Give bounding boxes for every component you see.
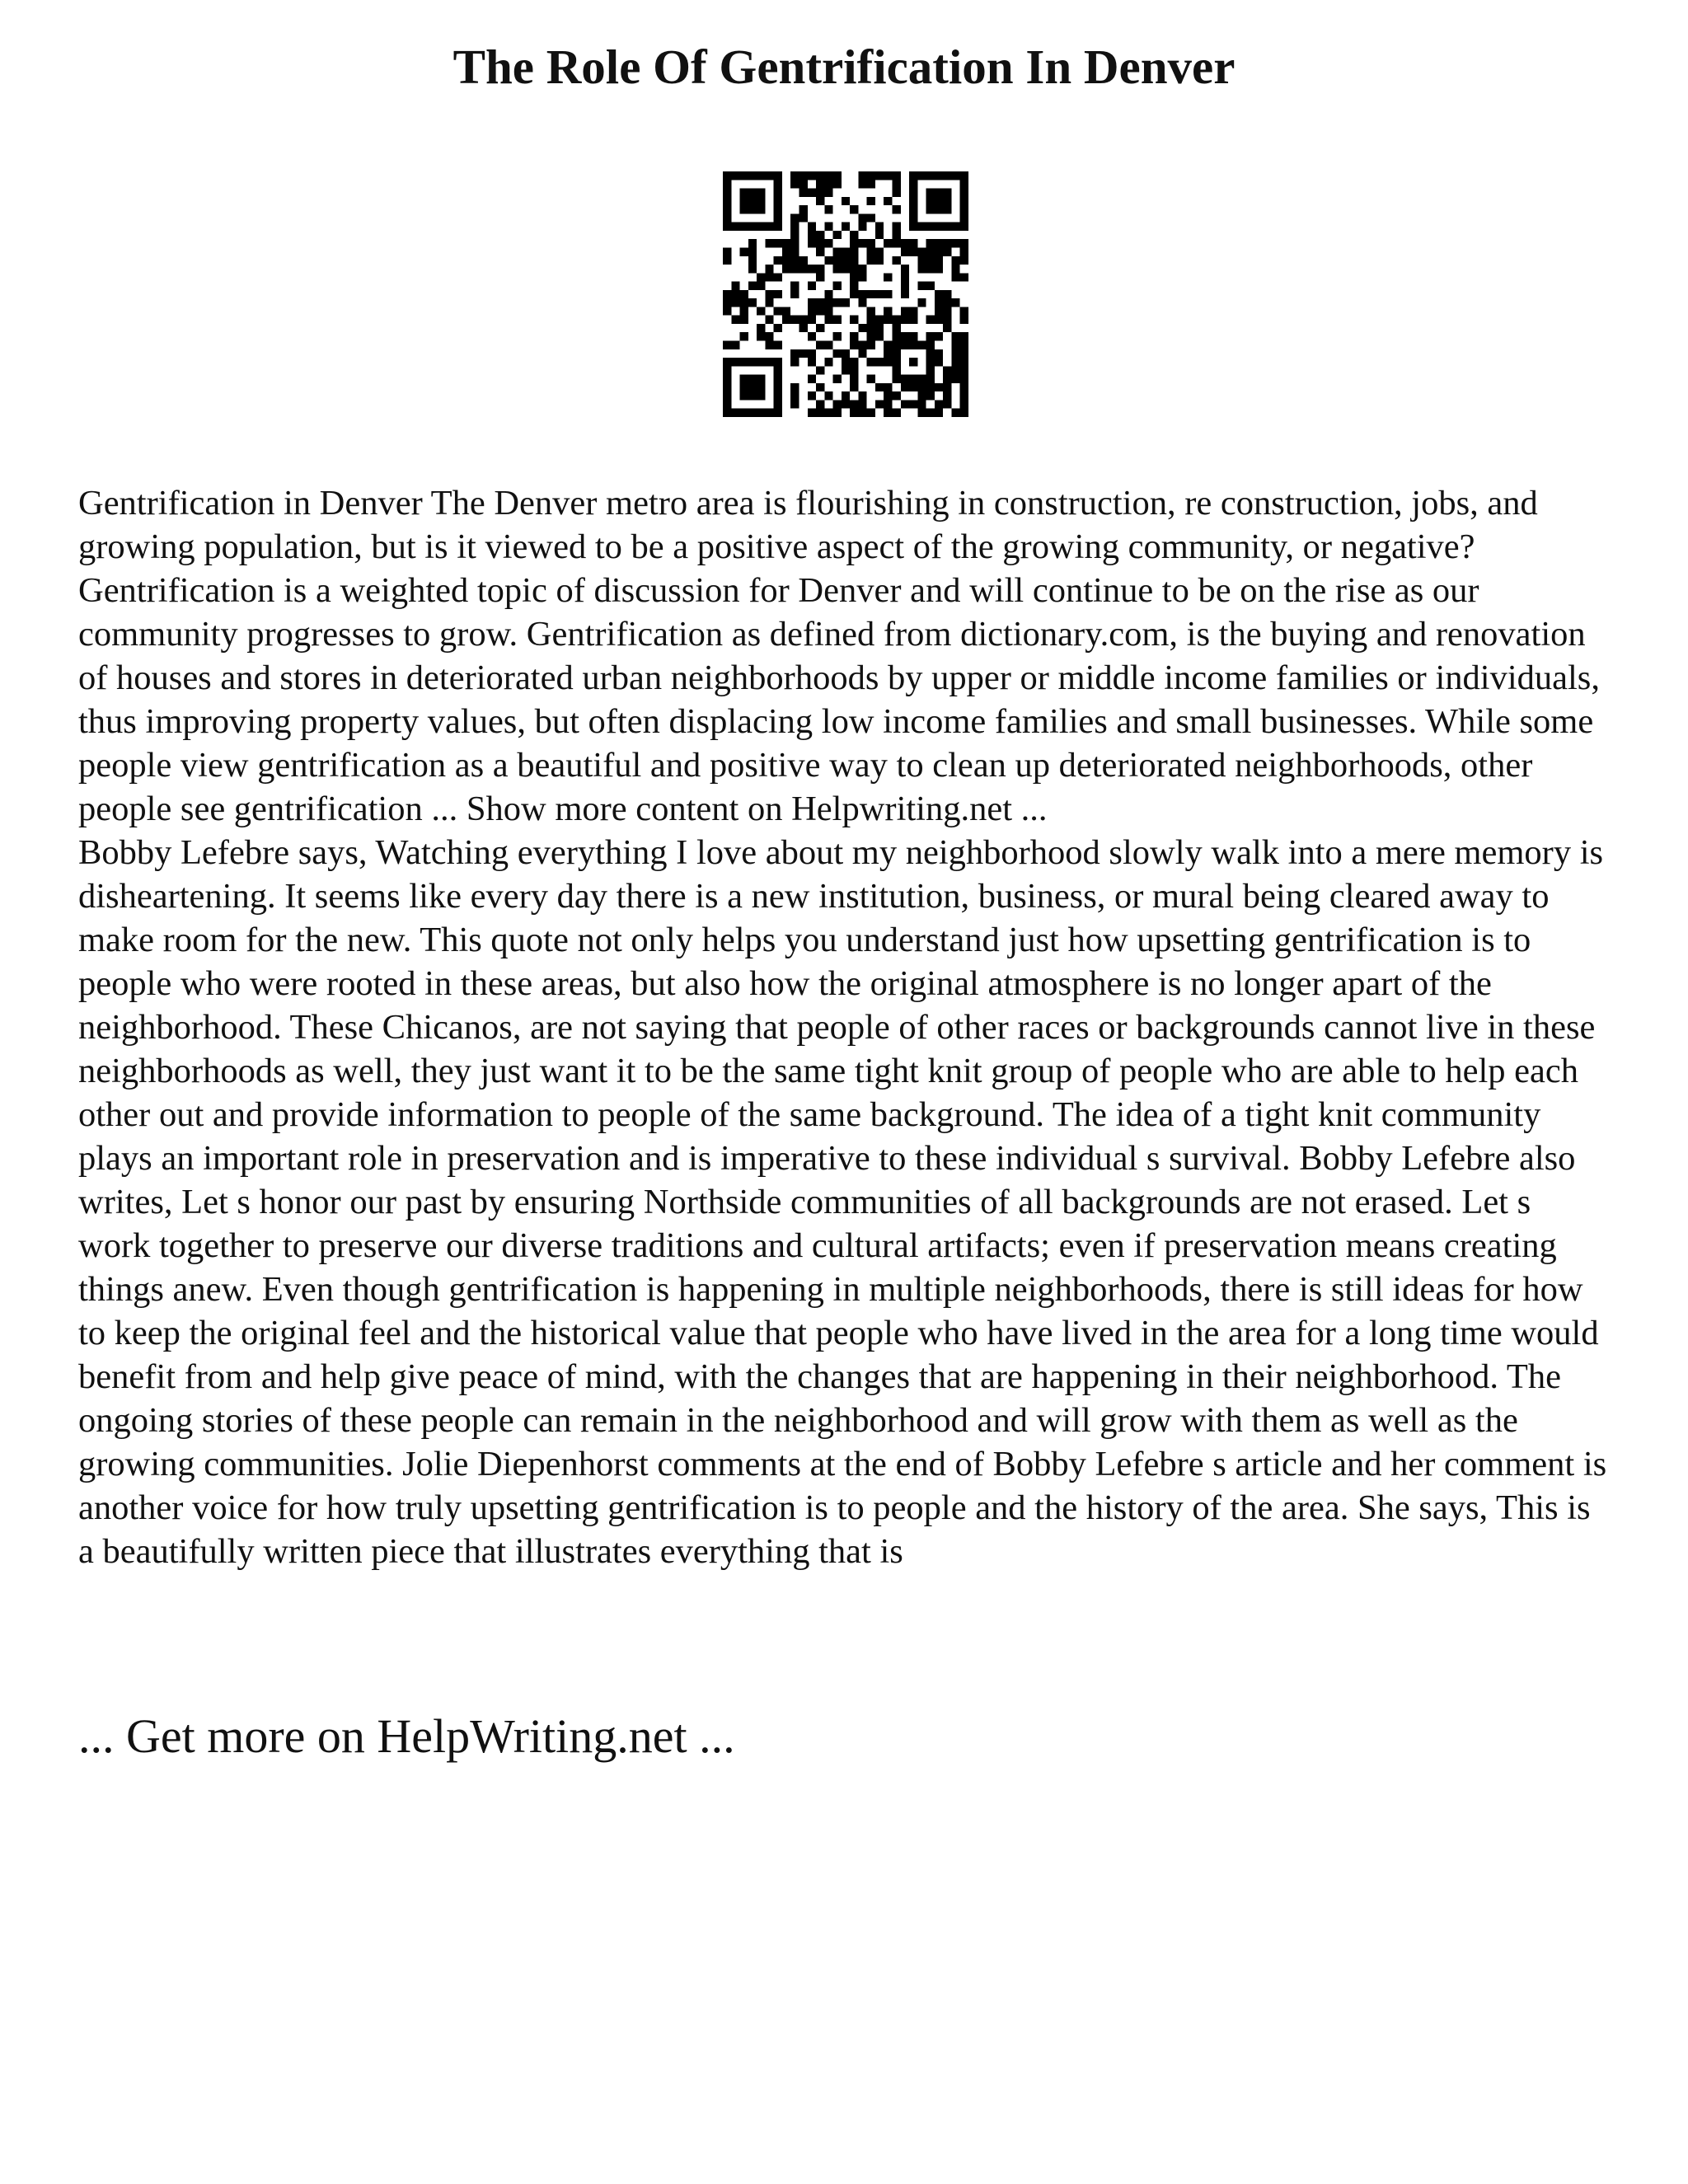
get-more-link[interactable]: ... Get more on HelpWriting.net ... <box>78 1709 735 1763</box>
page-title: The Role Of Gentrification In Denver <box>452 40 1236 94</box>
article-paragraph: Bobby Lefebre says, Watching everything I love about my neighborhood slowly walk into a mere memory is disheartening. It seems like every day there is a new institution, business, or mural being cleared away to make room for the new. This quote not only helps you understand just how upsetting gentrification is to people who were rooted in these areas, but also how the original atmosphere is no longer apart of the neighborhood. These Chicanos, are not saying that people of other races or backgrounds cannot live in these neighborhoods as well, they just want it to be the same tight knit group of people who are able to help each other out and provide information to people of the same background. The idea of a tight knit community plays an important role in preservation and is imperative to these individual s survival. Bobby Lefebre also writes, Let s honor our past by ensuring Northside communities of all backgrounds are not erased. Let s work together to preserve our diverse traditions and cultural artifacts; even if preservation means creating things anew. Even though gentrification is happening in multiple neighborhoods, there is still ideas for how to keep the original feel and the historical value that people who have lived in the area for a long time would benefit from and help give peace of mind, with the changes that are happening in their neighborhood. The ongoing stories of these people can remain in the neighborhood and will grow with them as well as the growing communities. Jolie Diepenhorst comments at the end of Bobby Lefebre s article and her comment is another voice for how truly upsetting gentrification is to people and the history of the area. She says, This is a beautifully written piece that illustrates everything that is <box>78 833 1607 1571</box>
article-paragraph: Gentrification in Denver The Denver metro area is flourishing in construction, re construction, jobs, and growing population, but is it viewed to be a positive aspect of the growing community, or negative? Gentrification is a weighted topic of discussion for Denver and will continue to be on the rise as our community progresses to grow. Gentrification as defined from dictionary.com, is the buying and renovation of houses and stores in deteriorated urban neighborhoods by upper or middle income families or individuals, thus improving property values, but often displacing low income families and small businesses. While some people view gentrification as a beautiful and positive way to clean up deteriorated neighborhoods, other people see gentrification ... Show more content on Helpwriting.net ... <box>78 484 1600 828</box>
qr-code-icon <box>723 171 968 417</box>
article-body <box>78 481 1611 1573</box>
